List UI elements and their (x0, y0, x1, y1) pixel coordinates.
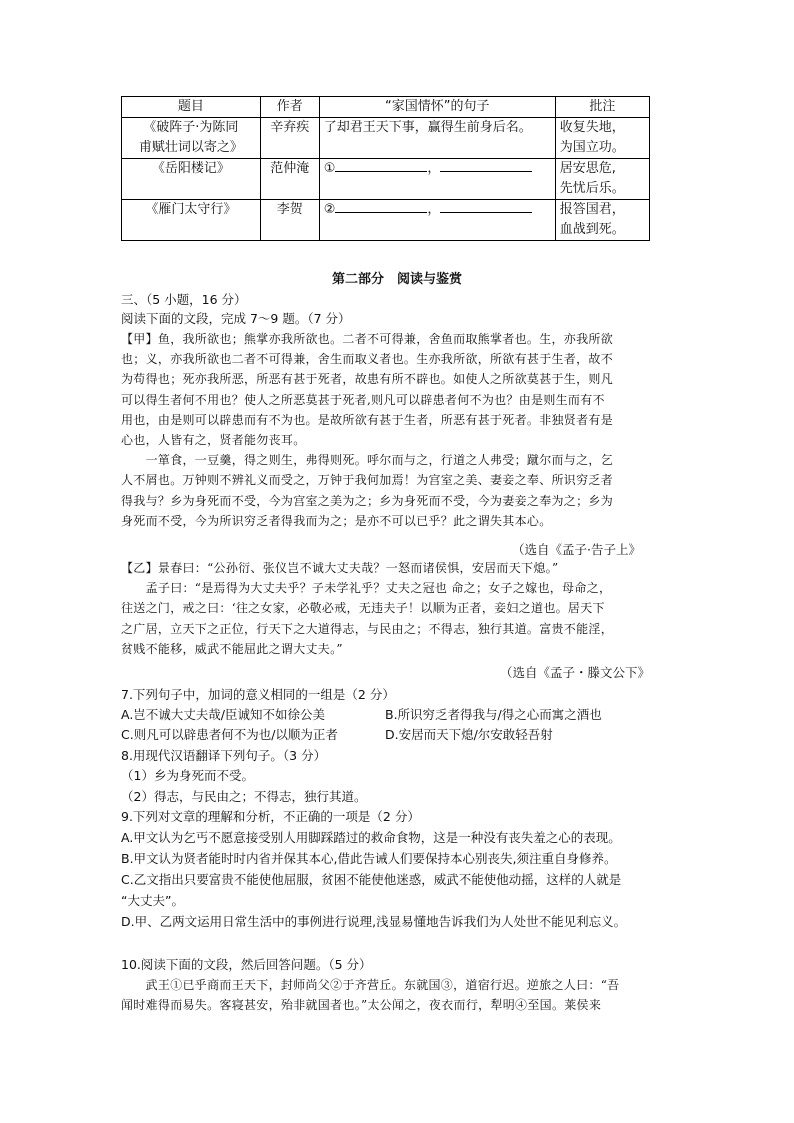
answer-blank[interactable] (335, 159, 427, 172)
row-author: 辛弃疾 (260, 118, 319, 159)
option-9b: B.甲文认为贤者能时时内省并保其本心,借此告诫人们要保持本心别丧失,须注重自身修养。 (121, 851, 617, 866)
question-7: 7.下列句子中，加词的意义相同的一组是（2 分） (121, 687, 395, 702)
question-8: 8.用现代汉语翻译下列句子。（3 分） (121, 748, 327, 763)
row-title: 《雁门太守行》 (122, 200, 261, 241)
row-blank-sentence: ② ， (319, 200, 555, 241)
answer-blank[interactable] (440, 200, 532, 213)
answer-blank[interactable] (440, 159, 532, 172)
sentence-8-1: （1）乡为身死而不受。 (121, 768, 254, 783)
row-note: 收复失地， 为国立功。 (555, 118, 649, 159)
header-note: 批注 (555, 97, 649, 118)
option-7d: D.安居而天下熄/尔安敢轻吾射 (385, 727, 553, 742)
source-yi: （选自《孟子・滕文公下》 (500, 665, 651, 680)
table-header-row (122, 97, 650, 118)
row-sentence: 了却君王天下事，赢得生前身后名。 (319, 118, 555, 159)
sentence-8-2: （2）得志，与民由之；不得志，独行其道。 (121, 789, 367, 804)
option-9c: C.乙文指出只要富贵不能使他屈服，贫困不能使他迷惑，威武不能使他动摇，这样的人就是 (121, 872, 622, 887)
passage-10: 武王①已乎商而王天下，封师尚父②于齐营丘。东就国③，道宿行迟。逆旅之人曰：“吾 闻时难得而易失。客寝甚安，殆非就国者也。”太公闻之，夜衣而行，犁明④至国。莱侯来 (121, 978, 620, 1013)
option-9c-cont: “大丈夫”。 (121, 893, 184, 908)
answer-blank[interactable] (335, 200, 427, 213)
passage-jia: 【甲】鱼，我所欲也；熊掌亦我所欲也。二者不可得兼，舍鱼而取熊掌者也。生，亦我所欲 也；义，亦我所欲也二者不可得兼，舍生而取义者也。生亦我所欲，所欲有甚于生者，故不 为苟得也；死亦我所恶，所恶有甚于死者，故患有所不辟也。如使人之所欲莫甚于生，则凡 可以得生者何不用也？使人之所恶莫甚于死者,则凡可以辟患者何不为也？由是则生而有不 用也，由是则可以辟患而有不为也。是故所欲有甚于生者，所恶有甚于死者。非独贤者有是 心也，人皆有之，贤者能勿丧耳。 一箪食，一豆羹，得之则生，弗得则死。呼尔而与之，行道之人弗受；蹴尔而与之，乞 人不屑也。万钟则不辨礼义而受之，万钟于我何加焉！为宫室之美、妻妾之奉、所识穷乏者 得我与？乡为身死而不受，今为宫室之美为之；乡为身死而不受，今为妻妾之奉为之；乡为 身死而不受，今为所识穷乏者得我而为之；是亦不可以已乎？此之谓失其本心。 (121, 332, 614, 528)
table-row (122, 118, 650, 159)
row-title: 《岳阳楼记》 (122, 159, 261, 200)
row-note: 居安思危, 先忧后乐。 (555, 159, 649, 200)
row-author: 范仲淹 (260, 159, 319, 200)
header-sentence: “家国情怀”的句子 (319, 97, 555, 118)
question-10: 10.阅读下面的文段，然后回答问题。（5 分） (121, 957, 372, 972)
option-9d: D.甲、乙两文运用日常生活中的事例进行说理,浅显易懂地告诉我们为人处世不能见利忘义。 (121, 914, 627, 929)
header-author: 作者 (260, 97, 319, 118)
option-7c: C.则凡可以辟患者何不为也/以顺为正者 (121, 727, 338, 742)
header-title: 题目 (122, 97, 261, 118)
section-heading: 三、（5 小题，16 分） (121, 292, 247, 307)
row-blank-sentence: ① ， (319, 159, 555, 200)
poem-table (121, 96, 650, 241)
table-row (122, 200, 650, 241)
table-row (122, 159, 650, 200)
row-author: 李贺 (260, 200, 319, 241)
option-9a: A.甲文认为乞丐不愿意接受别人用脚踩踏过的救命食物，这是一种没有丧失羞之心的表现。 (121, 830, 621, 845)
row-note: 报答国君， 血战到死。 (555, 200, 649, 241)
part-title: 第二部分 阅读与鉴赏 (331, 272, 462, 287)
option-7a: A.岂不诚大丈夫哉/臣诚知不如徐公美 (121, 707, 326, 722)
option-7b: B.所识穷乏者得我与/得之心而寓之酒也 (385, 707, 602, 722)
source-jia: （选自《孟子·告子上》 (512, 542, 641, 557)
instruction: 阅读下面的文段，完成 7～9 题。（7 分） (121, 311, 351, 326)
row-title: 《破阵子·为陈同 甫赋壮词以寄之》 (122, 118, 261, 159)
passage-yi: 【乙】景春曰：“公孙衍、张仪岂不诚大丈夫哉？一怒而诸侯惧，安居而天下熄。” 孟子曰：“是焉得为大丈夫乎？子未学礼乎？丈夫之冠也 命之；女子之嫁也，母命之， 往送之门，戒之曰：‘往之女家，必敬必戒，无违夫子！以顺为正者，妾妇之道也。居天下 之广居，立天下之正位，行天下之大道得志，与民由之；不得志，独行其道。富贵不能淫， 贫贱不能移，威武不能屈此之谓大丈夫。” (121, 561, 614, 656)
question-9: 9.下列对文章的理解和分析，不正确的一项是（2 分） (121, 809, 420, 824)
